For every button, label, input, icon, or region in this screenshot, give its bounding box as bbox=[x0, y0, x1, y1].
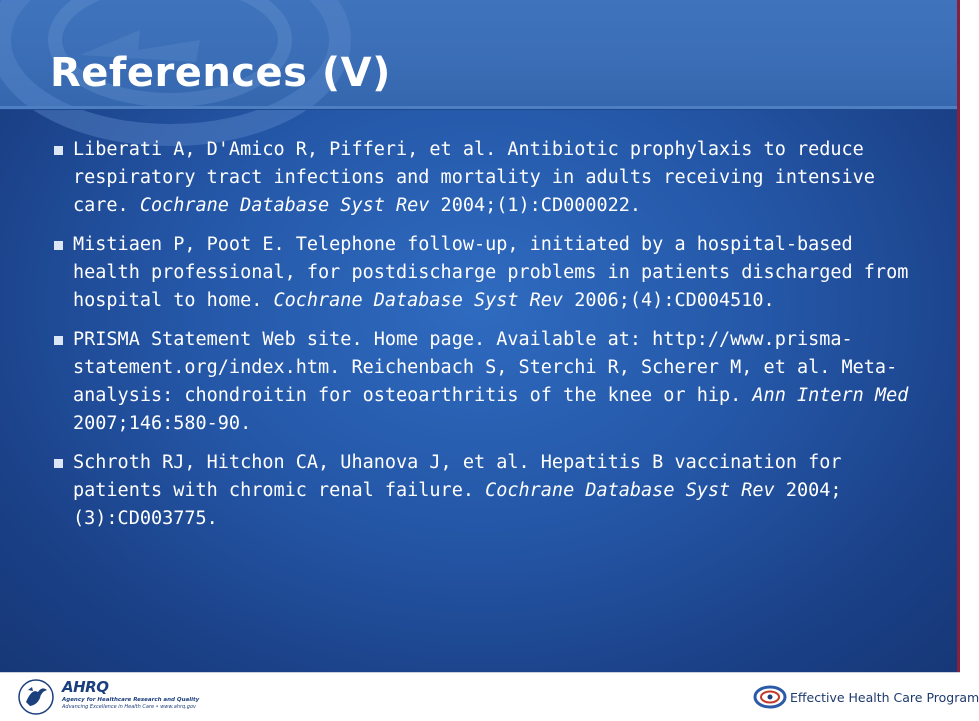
slide-right-edge bbox=[957, 0, 960, 672]
reference-citation: 2004;(1):CD000022. bbox=[429, 195, 642, 216]
hhs-eagle-seal-icon bbox=[16, 678, 56, 716]
reference-citation: 2006;(4):CD004510. bbox=[563, 290, 775, 311]
square-bullet-icon bbox=[54, 336, 63, 345]
reference-item bbox=[52, 449, 918, 533]
ahrq-tagline: Advancing Excellence in Health Care • www.ahrq.gov bbox=[62, 704, 196, 710]
ahrq-logo: AHRQ bbox=[62, 678, 109, 696]
square-bullet-icon bbox=[54, 459, 63, 468]
reference-item bbox=[52, 231, 918, 315]
reference-journal: Cochrane Database Syst Rev bbox=[139, 195, 430, 216]
reference-journal: Cochrane Database Syst Rev bbox=[485, 480, 775, 501]
reference-journal: Cochrane Database Syst Rev bbox=[273, 290, 564, 311]
ahrq-agency-name: Agency for Healthcare Research and Quality bbox=[62, 697, 200, 703]
references-content bbox=[52, 136, 918, 544]
title-rule bbox=[0, 106, 957, 110]
slide-title: References (V) bbox=[50, 50, 391, 96]
reference-item bbox=[52, 326, 918, 438]
reference-text: Liberati A, D'Amico R, Pifferi, et al. Antibiotic prophylaxis to reduce respiratory tract infections and mortality in adults receiving intensive care. bbox=[73, 139, 875, 216]
effective-health-care-program-label: Effective Health Care Program bbox=[790, 690, 979, 705]
reference-text: PRISMA Statement Web site. Home page. Available at: http://www.prisma-statement.org/index.htm. Reichenbach S, Sterchi R, Scherer M, et al. Meta-analysis: chondroitin for osteoarthritis of the knee or hip. bbox=[73, 329, 898, 406]
reference-item bbox=[52, 136, 918, 220]
references-list bbox=[52, 136, 918, 533]
reference-citation: 2004;(3):CD003775. bbox=[73, 480, 842, 529]
reference-journal: Ann Intern Med bbox=[752, 385, 909, 406]
effective-health-care-swirl-icon bbox=[752, 682, 788, 712]
square-bullet-icon bbox=[54, 241, 63, 250]
reference-text: Schroth RJ, Hitchon CA, Uhanova J, et al. Hepatitis B vaccination for patients with chromic renal failure. bbox=[73, 452, 842, 501]
reference-text: Mistiaen P, Poot E. Telephone follow-up, initiated by a hospital-based health professional, for postdischarge problems in patients discharged from hospital to home. bbox=[73, 234, 909, 311]
reference-citation: 2007;146:580-90. bbox=[73, 413, 252, 434]
ahrq-logo-block bbox=[62, 680, 199, 711]
square-bullet-icon bbox=[54, 146, 63, 155]
